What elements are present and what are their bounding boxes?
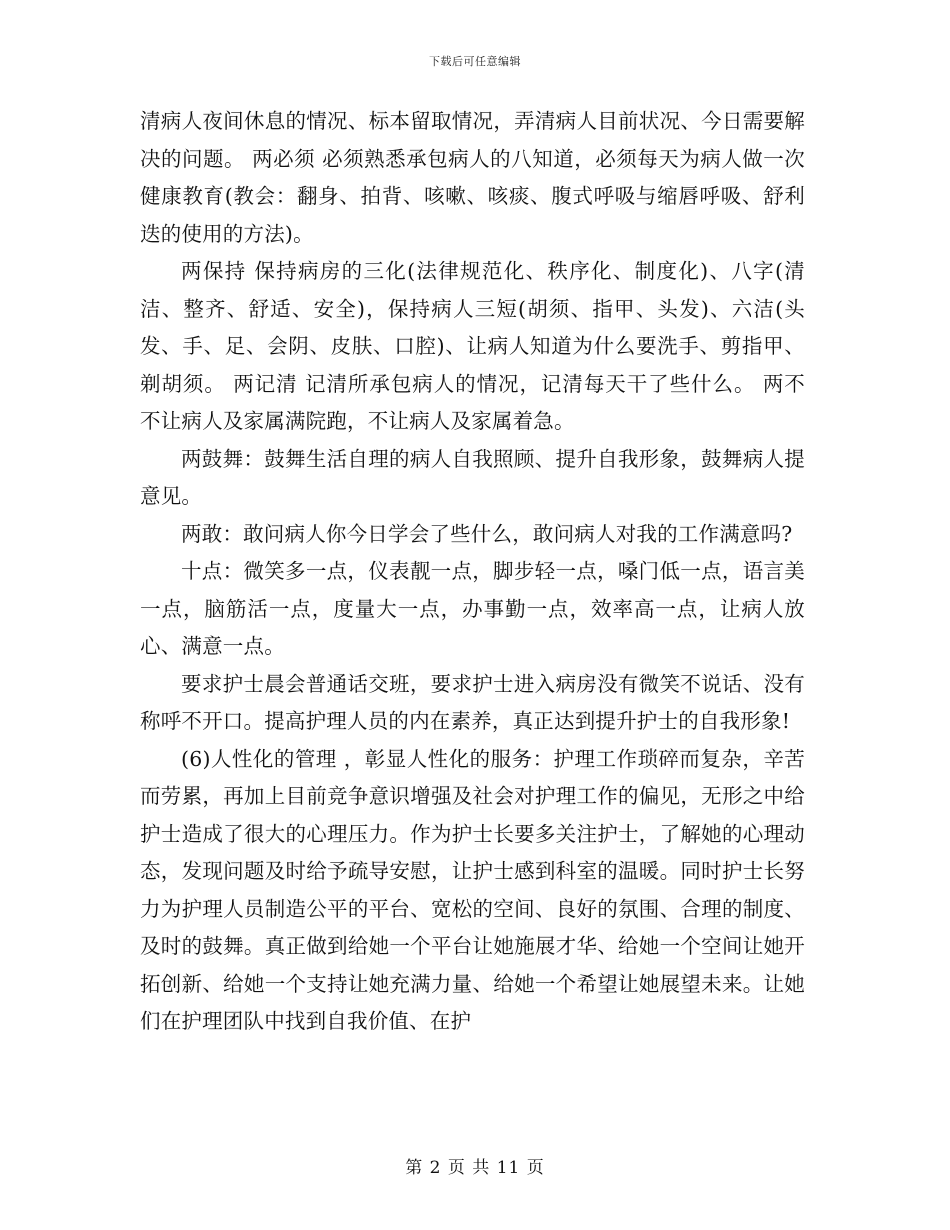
document-body <box>140 103 805 1041</box>
page-number-footer: 第 2 页 共 11 页 <box>405 1158 545 1178</box>
paragraph-shi-dian: 十点：微笑多一点，仪表靓一点，脚步轻一点，嗓门低一点，语言美一点，脑筋活一点，度量大一点，办事勤一点，效率高一点，让病人放心、满意一点。 <box>140 559 805 658</box>
paragraph-liang-baochi: 两保持 保持病房的三化(法律规范化、秩序化、制度化)、八字(清洁、整齐、舒适、安全)，保持病人三短(胡须、指甲、头发)、六洁(头发、手、足、会阴、皮肤、口腔)、让病人知道为什么要洗手、剪指甲、剃胡须。 两记清 记清所承包病人的情况，记清每天干了些什么。 两不 不让病人及家属满院跑，不让病人及家属着急。 <box>140 259 805 433</box>
page-header-note: 下载后可任意编辑 <box>429 55 521 68</box>
paragraph-requirements: 要求护士晨会普通话交班，要求护士进入病房没有微笑不说话、没有称呼不开口。提高护理人员的内在素养，真正达到提升护士的自我形象! <box>140 671 805 733</box>
paragraph-liang-guwu: 两鼓舞：鼓舞生活自理的病人自我照顾、提升自我形象，鼓舞病人提意见。 <box>140 446 805 508</box>
paragraph-continued: 清病人夜间休息的情况、标本留取情况，弄清病人目前状况、今日需要解决的问题。 两必须 必须熟悉承包病人的八知道，必须每天为病人做一次健康教育(教会：翻身、拍背、咳嗽、咳痰、腹式呼吸与缩唇呼吸、舒利迭的使用的方法)。 <box>140 109 805 246</box>
paragraph-liang-gan: 两敢：敢问病人你今日学会了些什么，敢问病人对我的工作满意吗? <box>181 521 793 546</box>
paragraph-humanized-management: (6)人性化的管理 ，彰显人性化的服务：护理工作琐碎而复杂，辛苦而劳累，再加上目前竞争意识增强及社会对护理工作的偏见，无形之中给护士造成了很大的心理压力。作为护士长要多关注护士，了解她的心理动态，发现问题及时给予疏导安慰，让护士感到科室的温暖。同时护士长努力为护理人员制造公平的平台、宽松的空间、良好的氛围、合理的制度、及时的鼓舞。真正做到给她一个平台让她施展才华、给她一个空间让她开拓创新、给她一个支持让她充满力量、给她一个希望让她展望未来。让她们在护理团队中找到自我价值、在护 <box>140 746 805 1033</box>
